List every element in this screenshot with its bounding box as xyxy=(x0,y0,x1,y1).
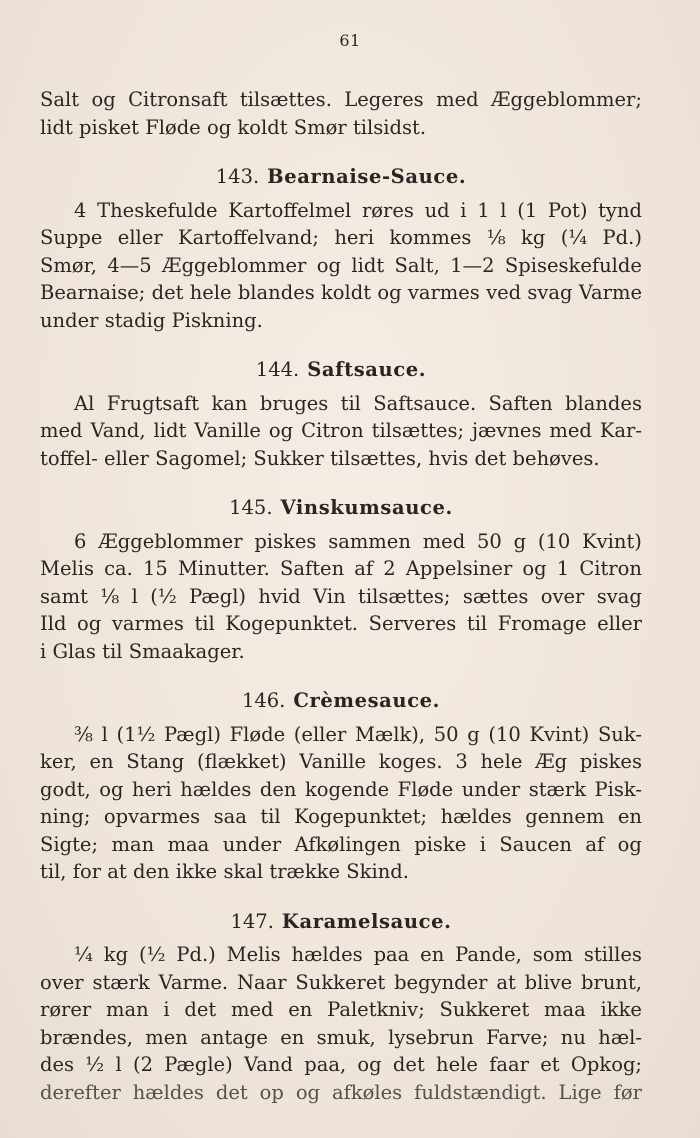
text-line: over stærk Varme. Naar Sukkeret begynder at blive brunt, xyxy=(40,970,642,994)
body-text xyxy=(40,86,642,1106)
recipe-number: 144. xyxy=(255,358,300,381)
recipe-heading xyxy=(40,356,642,384)
text-line: ¼ kg (½ Pd.) Melis hældes paa en Pande, som stilles xyxy=(74,943,642,966)
recipe-number: 145. xyxy=(229,496,273,519)
recipe-title: Vinskumsauce. xyxy=(280,496,453,519)
recipe-title: Karamelsauce. xyxy=(281,909,452,933)
recipe-heading xyxy=(40,494,642,522)
text-line: brændes, men antage en smuk, lysebrun Farve; nu hæl- xyxy=(40,1025,642,1049)
text-line: ning; opvarmes saa til Kogepunktet; hældes gennem en xyxy=(40,805,642,828)
text-line: Sigte; man maa under Afkølingen piske i Saucen af og xyxy=(40,832,642,856)
recipe-number: 146. xyxy=(241,689,286,712)
text-line: 6 Æggeblommer piskes sammen med 50 g (10 Kvint) xyxy=(74,529,642,553)
recipe-title: Saftsauce. xyxy=(307,358,427,381)
text-line: derefter hældes det op og afkøles fuldstændigt. Lige før xyxy=(40,1080,642,1104)
page-number: 61 xyxy=(339,31,361,50)
text-line: toffel- eller Sagomel; Sukker tilsættes, hvis det behøves. xyxy=(40,446,600,470)
recipe-number: 143. xyxy=(215,165,260,188)
text-line: godt, og heri hældes den kogende Fløde under stærk Pisk- xyxy=(40,777,642,801)
text-line: Smør, 4—5 Æggeblommer og lidt Salt, 1—2 Spiseskefulde xyxy=(40,253,642,277)
text-line: ker, en Stang (flækket) Vanille koges. 3 hele Æg piskes xyxy=(40,750,642,773)
recipe-heading xyxy=(40,687,642,715)
text-line: Salt og Citronsaft tilsættes. Legeres med Æggeblommer; xyxy=(40,88,642,111)
text-line: til, for at den ikke skal trække Skind. xyxy=(40,860,409,883)
text-line: ⅜ l (1½ Pægl) Fløde (eller Mælk), 50 g (10 Kvint) Suk- xyxy=(74,722,642,746)
text-line: lidt pisket Fløde og koldt Smør tilsidst. xyxy=(40,115,427,139)
text-line: Ild og varmes til Kogepunktet. Serveres til Fromage eller xyxy=(40,612,642,635)
recipe-heading xyxy=(40,163,642,191)
recipe-heading xyxy=(40,908,642,936)
recipe-title: Bearnaise-Sauce. xyxy=(267,165,467,188)
text-line: samt ⅛ l (½ Pægl) hvid Vin tilsættes; sættes over svag xyxy=(40,584,642,608)
text-line: 4 Theskefulde Kartoffelmel røres ud i 1 l (1 Pot) tynd xyxy=(74,198,642,222)
text-line: i Glas til Smaakager. xyxy=(40,639,245,663)
recipe-title: Crèmesauce. xyxy=(293,689,441,712)
text-line: under stadig Piskning. xyxy=(40,308,263,332)
text-line: Al Frugtsaft kan bruges til Saftsauce. Saften blandes xyxy=(74,391,642,415)
text-line: med Vand, lidt Vanille og Citron tilsættes; jævnes med Kar- xyxy=(40,419,642,442)
text-line: Melis ca. 15 Minutter. Saften af 2 Appelsiner og 1 Citron xyxy=(40,557,642,580)
text-line: Suppe eller Kartoffelvand; heri kommes ⅛ kg (¼ Pd.) xyxy=(40,226,642,249)
text-line: des ½ l (2 Pægle) Vand paa, og det hele faar et Opkog; xyxy=(40,1053,642,1076)
recipe-number: 147. xyxy=(230,909,274,933)
text-line: rører man i det med en Paletkniv; Sukkeret maa ikke xyxy=(40,998,642,1021)
text-line: Bearnaise; det hele blandes koldt og varmes ved svag Varme xyxy=(40,281,642,304)
